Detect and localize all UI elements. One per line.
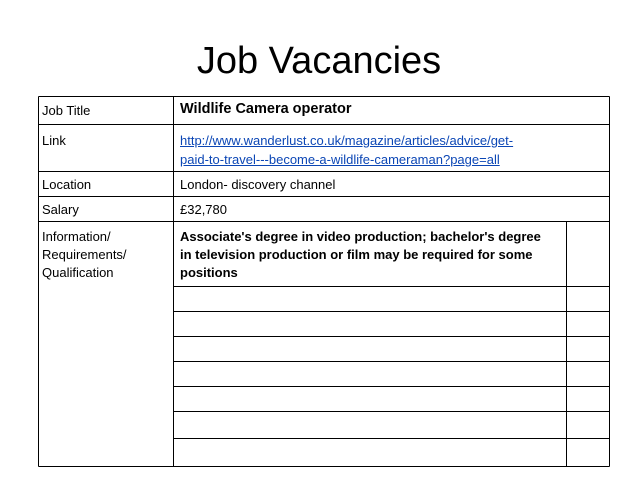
salary-label: Salary	[42, 202, 79, 217]
job-title-value: Wildlife Camera operator	[180, 101, 352, 117]
info-value-line-2: in television production or film may be required for some	[180, 247, 533, 262]
location-value: London- discovery channel	[180, 177, 336, 192]
info-label-line-2: Requirements/	[42, 247, 127, 262]
info-value-line-3: positions	[180, 265, 238, 280]
info-label-line-3: Qualification	[42, 265, 114, 280]
job-link-line-2[interactable]: paid-to-travel---become-a-wildlife-cameraman?page=all	[180, 152, 500, 167]
location-label: Location	[42, 177, 92, 192]
link-label: Link	[42, 133, 66, 148]
info-value-line-1: Associate's degree in video production; bachelor's degree	[180, 229, 541, 244]
info-label-line-1: Information/	[42, 229, 111, 244]
page-title: Job Vacancies	[196, 40, 442, 82]
job-title-label: Job Title	[42, 103, 91, 118]
job-link-line-1[interactable]: http://www.wanderlust.co.uk/magazine/articles/advice/get-	[180, 133, 514, 148]
salary-value: £32,780	[180, 202, 227, 217]
